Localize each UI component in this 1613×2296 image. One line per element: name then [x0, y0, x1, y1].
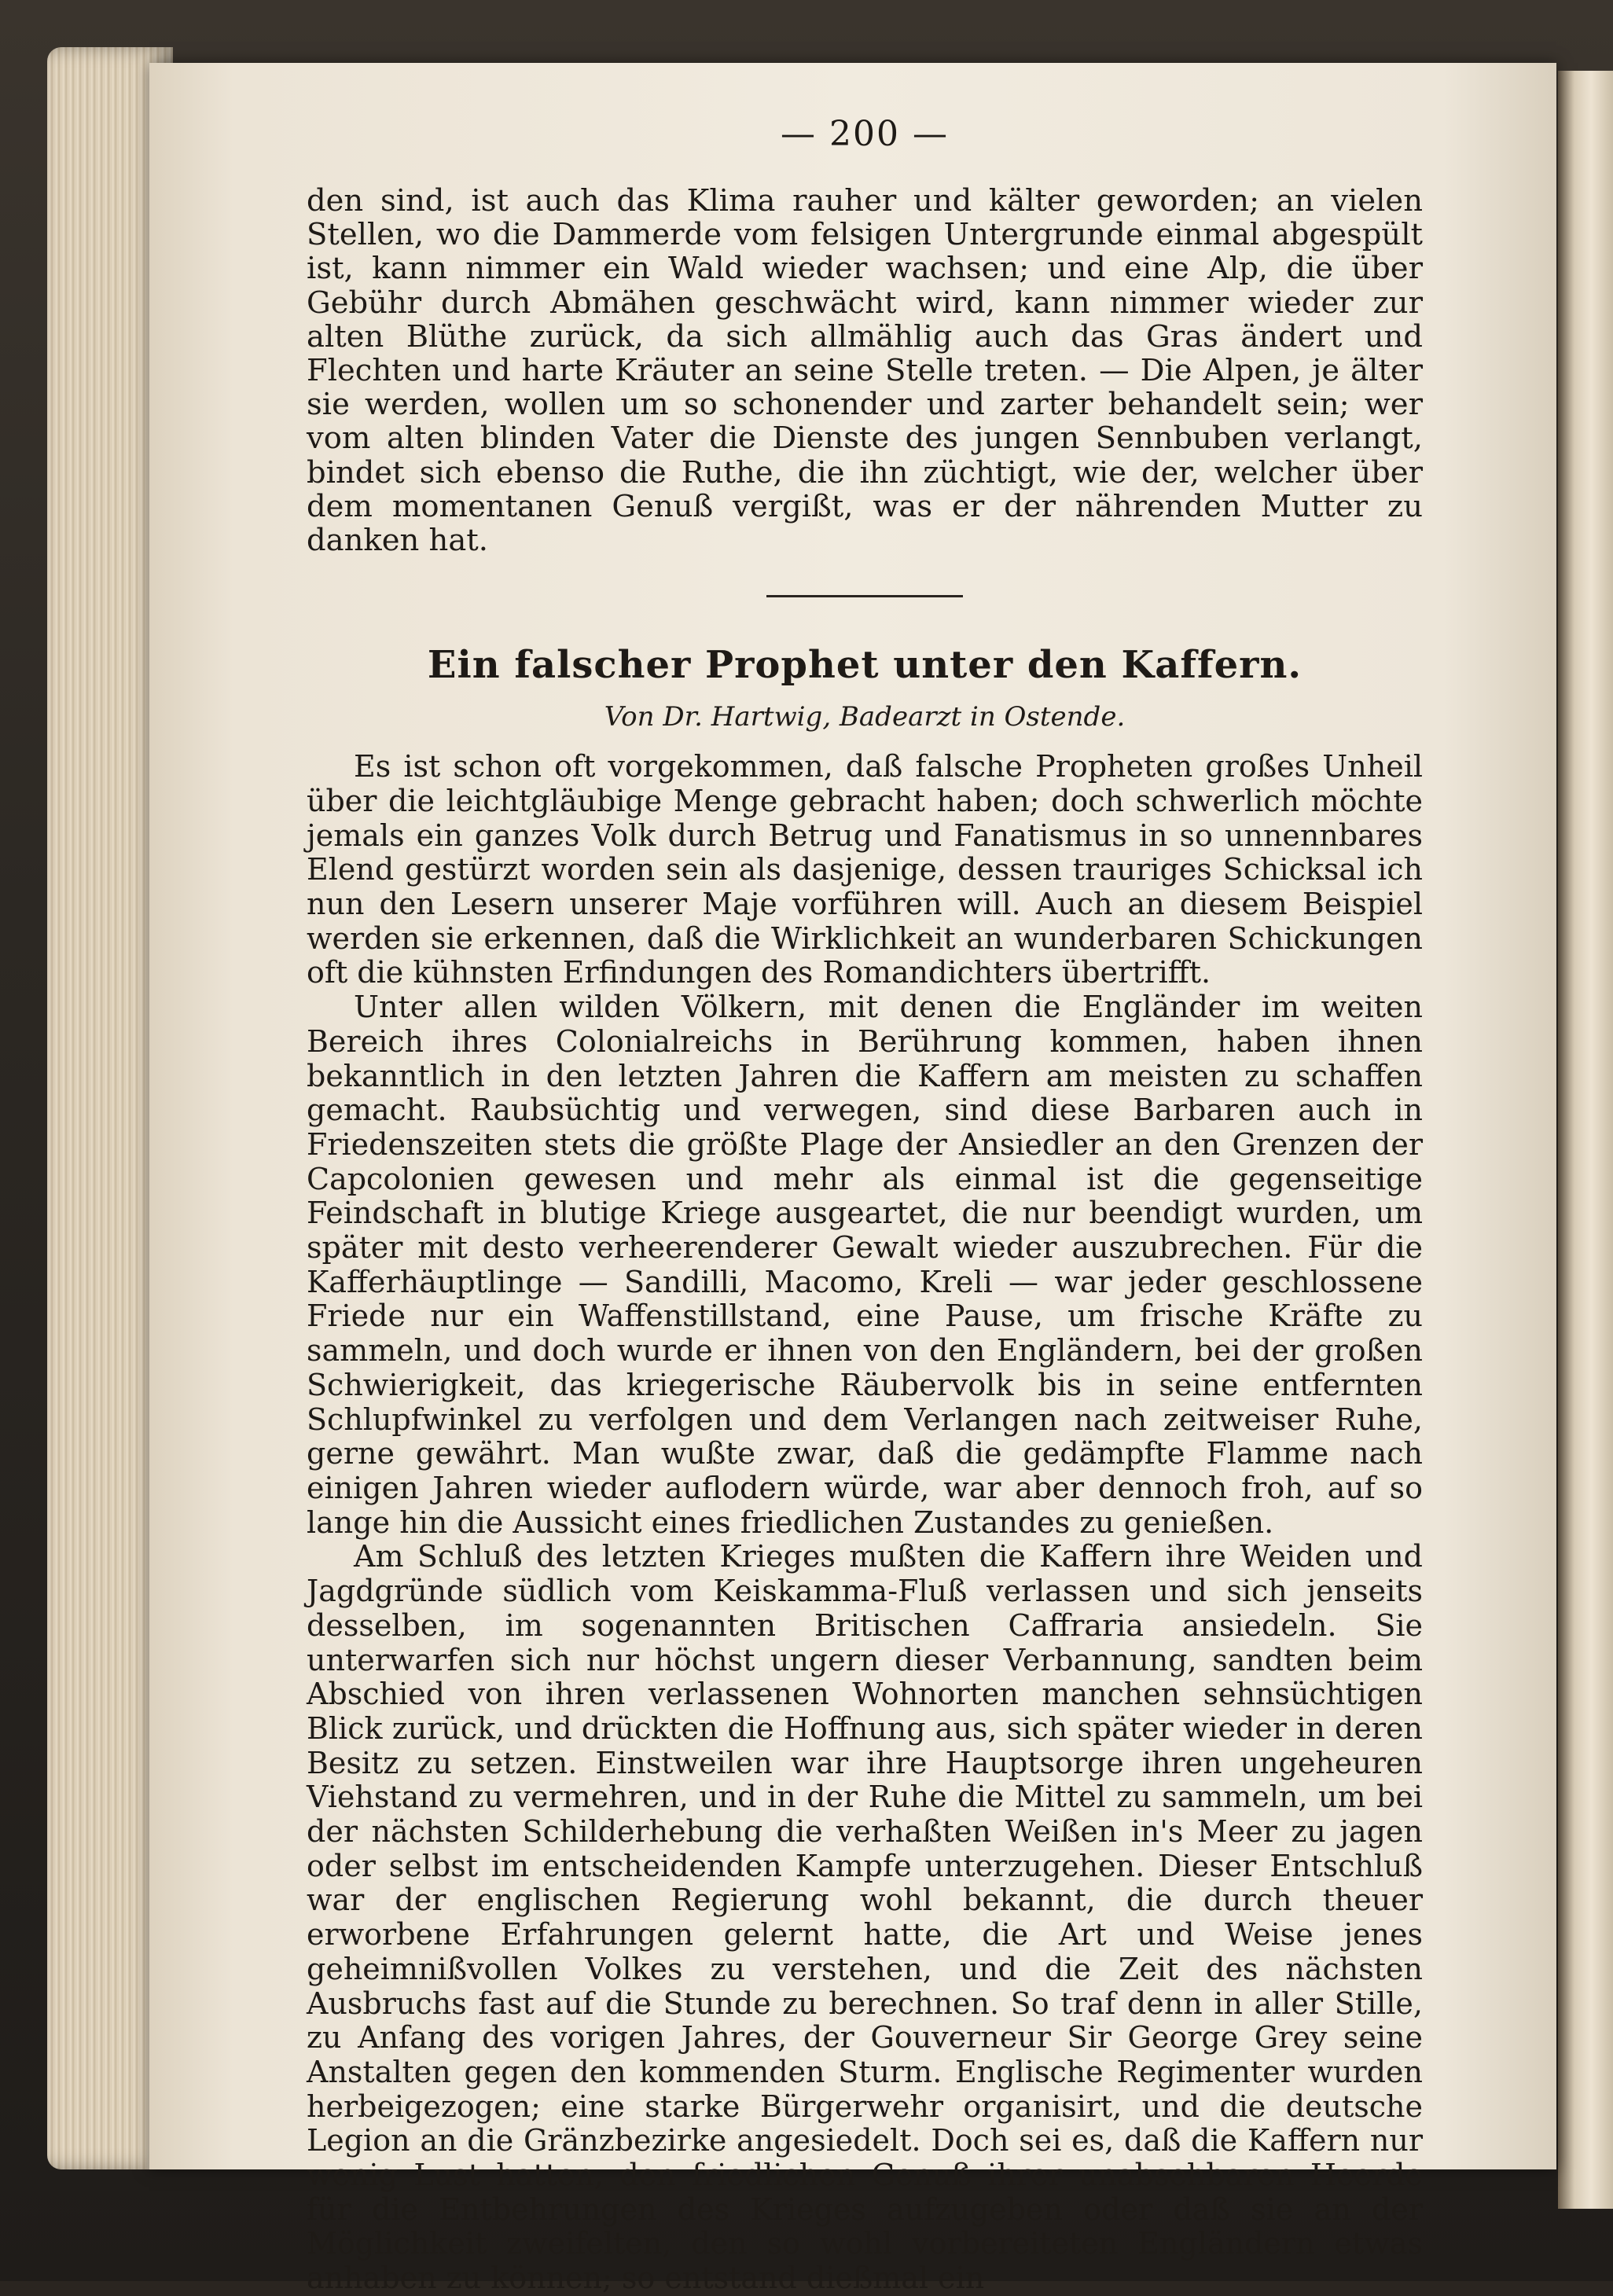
article-paragraph: Unter allen wilden Völkern, mit denen die Engländer im weiten Bereich ihres Colonialreichs in Berührung kommen, haben ihnen bekanntlich in den letzten Jahren die Kaffern am meisten zu schaffen gemacht. Raubsüchtig und verwegen, sind diese Barbaren auch in Friedenszeiten stets die größte Plage der Ansiedler an den Grenzen der Capcolonien gewesen und mehr als einmal ist die gegenseitige Feindschaft in blutige Kriege ausgeartet, die nur beendigt wurden, um später mit desto verheerenderer Gewalt wieder auszubrechen. Für die Kafferhäuptlinge — Sandilli, Macomo, Kreli — war jeder geschlossene Friede nur ein Waffenstillstand, eine Pause, um frische Kräfte zu sammeln, und doch wurde er ihnen von den Engländern, bei der großen Schwierigkeit, das kriegerische Räubervolk bis in seine entfernten Schlupfwinkel zu verfolgen und dem Verlangen nach zeitweiser Ruhe, gerne gewährt. Man wußte zwar, daß die gedämpfte Flamme nach einigen Jahren wieder auflodern würde, war aber dennoch froh, auf so lange hin die Aussicht eines friedlichen Zustandes zu genießen. [307, 990, 1423, 1540]
page-stack-right [1558, 71, 1613, 2209]
article-paragraph: Es ist schon oft vorgekommen, daß falsche Propheten großes Unheil über die leichtgläubige Menge gebracht haben; doch schwerlich möchte jemals ein ganzes Volk durch Betrug und Fanatismus in so unnennbares Elend gestürzt worden sein als dasjenige, dessen trauriges Schicksal ich nun den Lesern unserer Maje vorführen will. Auch an diesem Beispiel werden sie erkennen, daß die Wirklichkeit an wunderbaren Schickungen oft die kühnsten Erfindungen des Romandichters übertrifft. [307, 749, 1423, 990]
article-title: Ein falscher Prophet unter den Kaffern. [427, 643, 1303, 688]
page-content [307, 114, 1423, 2296]
section-divider [766, 595, 963, 597]
intro-paragraph: den sind, ist auch das Klima rauher und kälter geworden; an vielen Stellen, wo die Dammerde vom felsigen Untergrunde einmal abgespült ist, kann nimmer ein Wald wieder wachsen; und eine Alp, die über Gebühr durch Abmähen geschwächt wird, kann nimmer wieder zur alten Blüthe zurück, da sich allmählig auch das Gras ändert und Flechten und harte Kräuter an seine Stelle treten. — Die Alpen, je älter sie werden, wollen um so schonender und zarter behandelt sein; wer vom alten blinden Vater die Dienste des jungen Sennbuben verlangt, bindet sich ebenso die Ruthe, die ihn züchtigt, wie der, welcher über dem momentanen Genuß vergißt, was er der nährenden Mutter zu danken hat. [307, 183, 1423, 559]
page-number: — 200 — [781, 114, 949, 154]
article-byline: Von Dr. Hartwig, Badearzt in Ostende. [604, 701, 1126, 733]
article-paragraph: Am Schluß des letzten Krieges mußten die Kaffern ihre Weiden und Jagdgründe südlich vom Keiskamma-Fluß verlassen und sich jenseits desselben, im sogenannten Britischen Caffraria ansiedeln. Sie unterwarfen sich nur höchst ungern dieser Verbannung, sandten beim Abschied von ihren verlassenen Wohnorten manchen sehnsüchtigen Blick zurück, und drückten die Hoffnung aus, sich später wieder in deren Besitz zu setzen. Einstweilen war ihre Hauptsorge ihren ungeheuren Viehstand zu vermehren, und in der Ruhe die Mittel zu sammeln, um bei der nächsten Schilderhebung die verhaßten Weißen in's Meer zu jagen oder selbst im entscheidenden Kampfe unterzugehen. Dieser Entschluß war der englischen Regierung wohl bekannt, die durch theuer erworbene Erfahrungen gelernt hatte, die Art und Weise jenes geheimnißvollen Volkes zu verstehen, und die Zeit des nächsten Ausbruchs fast auf die Stunde zu berechnen. So traf denn in aller Stille, zu Anfang des vorigen Jahres, der Gouverneur Sir George Grey seine Anstalten gegen den kommenden Sturm. Englische Regimenter wurden herbeigezogen; eine starke Bürgerwehr organisirt, und die deutsche Legion an die Gränzbezirke angesiedelt. Doch sei es, daß die Kaffern nur wenig Lust hatten, den friedlichen Genuß ihrer unabsehbaren Heerde für die Entbehrungen des Krieges aufzugeben oder daß sie an der Möglichkeit zweifelten, den so wohl vorbereiteten Engländern etwas anhaben zu können; so entstand dießmal ein [307, 1539, 1423, 2296]
